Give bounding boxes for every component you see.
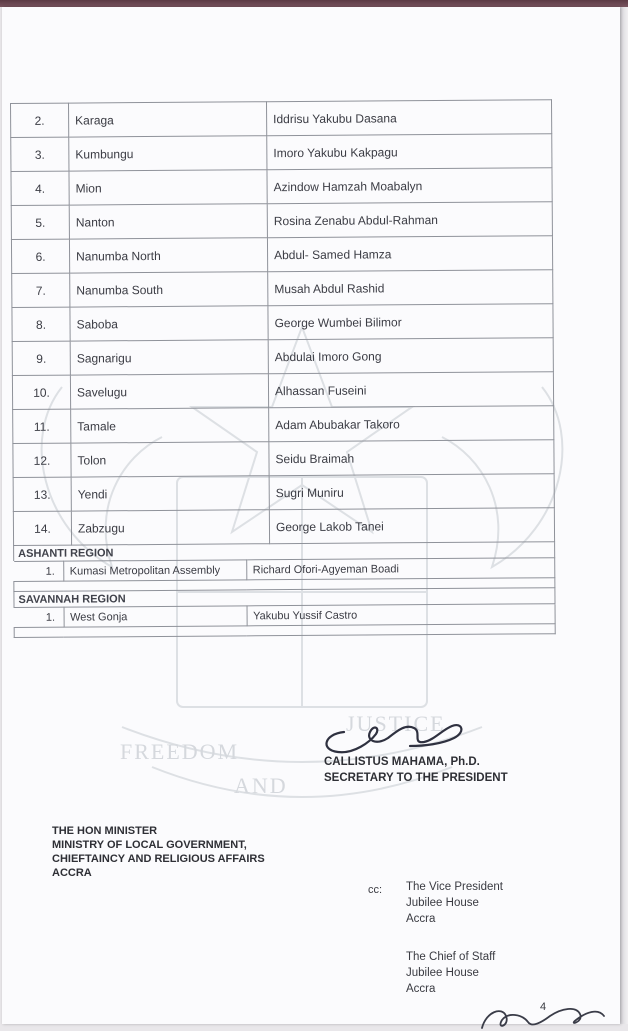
row-number: 9. (12, 341, 70, 375)
table-row (11, 134, 552, 172)
cc-recipient (406, 879, 503, 927)
nominee-name: Seidu Braimah (269, 440, 554, 476)
table-row (11, 202, 552, 240)
row-number: 6. (11, 239, 69, 273)
nominee-name: Richard Ofori-Agyeman Boadi (246, 558, 555, 580)
region-heading: SAVANNAH REGION (14, 588, 555, 608)
nominee-name: Iddrisu Yakubu Dasana (266, 100, 551, 136)
table-row (13, 406, 554, 444)
nominee-name: Abdul- Samed Hamza (267, 236, 552, 272)
table-row (11, 100, 552, 138)
row-number: 11. (13, 409, 71, 443)
addressee-line: ACCRA (52, 867, 92, 879)
nominee-name: Rosina Zenabu Abdul-Rahman (267, 202, 552, 238)
district-name: Savelugu (70, 374, 268, 409)
table-row (12, 338, 553, 376)
addressee-line: MINISTRY OF LOCAL GOVERNMENT, (52, 839, 247, 851)
cc-line: Jubilee House (406, 967, 479, 979)
row-number: 12. (13, 443, 71, 477)
watermark-word-and: AND (234, 773, 288, 798)
table-row (11, 168, 552, 206)
row-number: 2. (11, 103, 69, 137)
district-name: Nanumba South (70, 272, 268, 307)
scan-right-edge (620, 7, 628, 1024)
signatory-name: CALLISTUS MAHAMA, Ph.D. (324, 756, 480, 768)
nominee-name: George Lakob Tanei (269, 508, 554, 544)
table-row (13, 440, 554, 478)
district-name: Mion (69, 170, 267, 205)
signature-mark (314, 702, 474, 762)
nominee-name: Adam Abubakar Takoro (269, 406, 554, 442)
initials-mark (472, 992, 622, 1031)
cc-line: The Chief of Staff (406, 951, 496, 963)
row-number: 13. (13, 477, 71, 511)
nominee-name: Yakubu Yussif Castro (247, 604, 556, 626)
addressee-line: CHIEFTAINCY AND RELIGIOUS AFFAIRS (52, 853, 265, 865)
nominee-name: Imoro Yakubu Kakpagu (267, 134, 552, 170)
row-number: 14. (13, 511, 71, 545)
page-number: 4 (540, 1001, 547, 1013)
scan-top-edge (0, 0, 628, 7)
district-name: Saboba (70, 306, 268, 341)
cc-label: cc: (368, 884, 383, 896)
row-number: 1. (14, 561, 64, 581)
district-name: Zabzugu (71, 510, 269, 545)
district-name: West Gonja (64, 606, 247, 627)
table-row (13, 508, 554, 546)
nominee-name: Abdulai Imoro Gong (268, 338, 553, 374)
cc-line: Accra (406, 913, 436, 925)
table-row (11, 236, 552, 274)
cc-line: The Vice President (406, 881, 503, 893)
district-name: Nanton (69, 204, 267, 239)
row-number: 7. (12, 273, 70, 307)
row-number: 8. (12, 307, 70, 341)
signatory-title: SECRETARY TO THE PRESIDENT (324, 772, 508, 784)
nominee-name: Azindow Hamzah Moabalyn (267, 168, 552, 204)
district-name: Sagnarigu (70, 340, 268, 375)
nominee-name: Alhassan Fuseini (268, 372, 553, 408)
watermark-word-freedom: FREEDOM (120, 739, 240, 764)
signatory-block (324, 754, 508, 786)
cc-recipient (406, 949, 503, 997)
document-page (2, 7, 620, 1024)
addressee-block (52, 824, 265, 880)
district-name: Kumasi Metropolitan Assembly (63, 560, 246, 581)
row-number: 1. (14, 607, 64, 627)
nominee-name: George Wumbei Bilimor (268, 304, 553, 340)
cc-line: Accra (406, 983, 436, 995)
district-name: Tamale (71, 408, 269, 443)
table-row (12, 372, 553, 410)
nominee-name: Musah Abdul Rashid (268, 270, 553, 306)
district-name: Karaga (69, 102, 267, 137)
district-name: Tolon (71, 442, 269, 477)
region-heading: ASHANTI REGION (14, 542, 555, 561)
row-number: 5. (11, 205, 69, 239)
district-name: Nanumba North (69, 238, 267, 273)
nominee-name: Sugri Muniru (269, 474, 554, 510)
table-row (12, 270, 553, 308)
district-name: Kumbungu (69, 136, 267, 171)
district-name: Yendi (71, 476, 269, 511)
cc-line: Jubilee House (406, 897, 479, 909)
watermark-word-justice: JUSTICE (346, 711, 446, 736)
addressee-line: THE HON MINISTER (52, 825, 158, 837)
table-row (13, 474, 554, 512)
appointments-table (10, 99, 556, 671)
row-number: 4. (11, 171, 69, 205)
table-row (12, 304, 553, 342)
row-number: 10. (12, 375, 70, 409)
row-number: 3. (11, 137, 69, 171)
